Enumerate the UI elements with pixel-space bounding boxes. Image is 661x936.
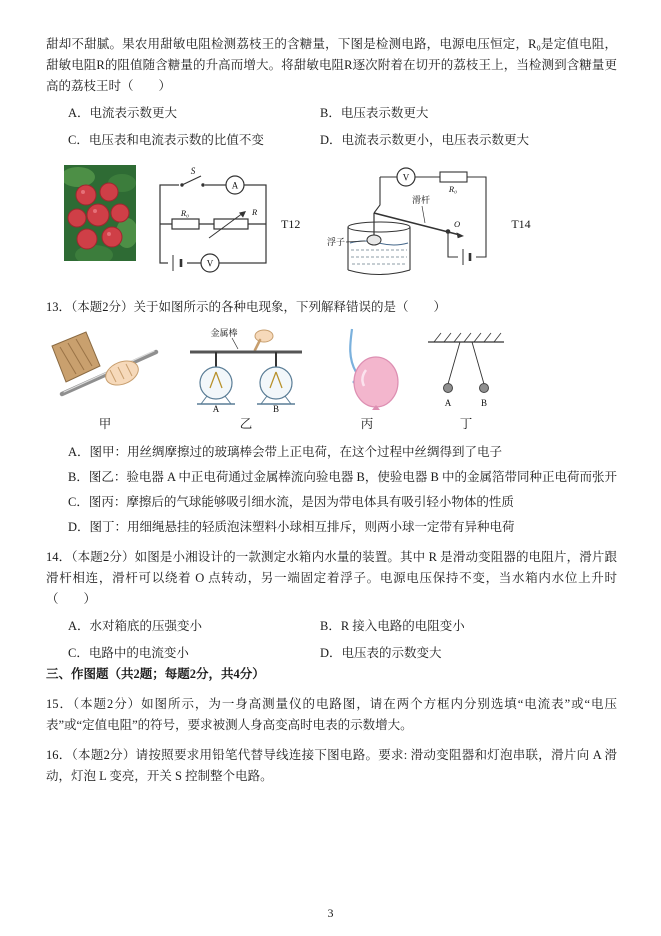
q12-stem: 甜却不甜腻。果农用甜敏电阻检测荔枝王的含糖量，下图是检测电路，电源电压恒定，R₀是定值电阻，甜敏电阻R的阻值随含糖量的升高而增大。将甜敏电阻R逐次附着在切开的荔枝王上，当检测到含糖量更高的荔枝王时（ ）: [46, 37, 617, 93]
svg-text:浮子: 浮子: [327, 237, 346, 247]
string-b: [472, 342, 484, 384]
q14-option-b: B．R 接入电路的电阻变小: [320, 619, 465, 633]
electroscope-b-icon: [257, 352, 295, 412]
fig-yi-caption: 乙: [239, 417, 253, 431]
svg-text:R₀: R₀: [449, 184, 458, 194]
circuit-t14: [326, 165, 508, 283]
svg-text:金属棒: 金属棒: [210, 328, 238, 338]
q13-figure-row: [46, 326, 617, 435]
voltmeter-icon: [397, 168, 415, 186]
ball-b-icon: [480, 384, 489, 393]
q14-stem: 14．（本题2分）如图是小湘设计的一款测定水箱内水量的装置。其中 R 是滑动变阻器的电阻片，滑片跟滑杆相连，滑杆可以绕着 O 点转动，另一端固定着浮子。电源电压保持不变，当水箱内水位上升时（ ）: [46, 550, 617, 606]
q14-option-d: D．电压表的示数变大: [320, 646, 442, 660]
svg-text:A: A: [231, 180, 239, 191]
svg-text:R: R: [252, 207, 258, 217]
fig-yi: [180, 326, 312, 435]
q13-option-b: B．图乙：验电器 A 中正电荷通过金属棒流向验电器 B，使验电器 B 中的金属箔带同种正电荷而张开: [68, 470, 617, 484]
q12-option-a: A．电流表示数更大: [68, 106, 178, 120]
q13-option-d: D．图丁：用细绳悬挂的轻质泡沫塑料小球相互排斥，则两小球一定带有异种电荷: [68, 520, 515, 534]
page-number: 3: [327, 906, 334, 920]
electroscopes-illustration: [180, 326, 312, 412]
q13-option-a: A．图甲：用丝绸摩擦过的玻璃棒会带上正电荷，在这个过程中丝绸得到了电子: [68, 445, 503, 459]
balloon-water-illustration: [328, 326, 406, 412]
fig-ding: [422, 326, 510, 435]
fig-bing: [328, 326, 406, 435]
q13-stem: 13．（本题2分）关于如图所示的各种电现象，下列解释错误的是（ ）: [46, 300, 447, 314]
q15-stem: 15．（本题2分）如图所示，为一身高测量仪的电路图，请在两个方框内分别选填“电流表”或“电压表”或“定值电阻”的符号，要求被测人身高变高时电表的示数增大。: [46, 697, 617, 732]
voltmeter-icon: [201, 254, 219, 272]
svg-text:A: A: [212, 404, 220, 412]
svg-text:R₀: R₀: [180, 208, 190, 218]
svg-text:B: B: [480, 398, 488, 408]
resistor-r0-icon: [172, 208, 199, 229]
svg-text:S: S: [190, 166, 196, 176]
section3-heading: 三、作图题（共2题；每题2分，共4分）: [46, 667, 265, 681]
fig-tag-t12: T12: [281, 216, 301, 231]
q12-options: [46, 103, 617, 151]
string-a: [448, 342, 460, 384]
svg-text:A: A: [444, 398, 452, 408]
fig-bing-caption: 丙: [360, 417, 374, 431]
silk-cloth-icon: [52, 332, 100, 382]
svg-text:滑杆: 滑杆: [412, 195, 431, 205]
hand-icon: [255, 330, 273, 350]
q12-option-b: B．电压表示数更大: [320, 106, 429, 120]
q13-options: [46, 442, 617, 538]
hanging-balls-illustration: [422, 326, 510, 412]
q16-stem: 16．（本题2分）请按照要求用铅笔代替导线连接下图电路。要求: 滑动变阻器和灯泡串联，滑片向 A 滑动，灯泡 L 变亮，开关 S 控制整个电路。: [46, 748, 617, 783]
q13-option-c: C．图丙：摩擦后的气球能够吸引细水流，是因为带电体具有吸引轻小物体的性质: [68, 495, 514, 509]
battery-icon: [168, 255, 187, 271]
q14-options: [46, 616, 617, 664]
svg-text:B: B: [272, 404, 280, 412]
lychee-photo: [64, 165, 136, 261]
switch-icon: [179, 166, 205, 190]
ceiling-icon: [428, 333, 504, 342]
fig-jia: [46, 326, 164, 435]
resistor-r0-icon: [440, 172, 467, 194]
electroscope-a-icon: [197, 352, 235, 412]
svg-text:O: O: [454, 219, 461, 229]
fig-jia-caption: 甲: [98, 417, 112, 431]
q12-figure-row: [64, 165, 617, 283]
rheostat-icon: [209, 207, 258, 238]
battery-icon: [458, 249, 476, 265]
svg-text:V: V: [403, 172, 410, 183]
ammeter-icon: [226, 176, 244, 194]
q14-option-c: C．电路中的电流变小: [68, 646, 189, 660]
q14-option-a: A．水对箱底的压强变小: [68, 619, 203, 633]
fig-ding-caption: 丁: [459, 417, 473, 431]
circuit-t12: [146, 165, 278, 277]
silk-rod-illustration: [46, 326, 164, 412]
q12-option-c: C．电压表和电流表示数的比值不变: [68, 133, 264, 147]
balloon-icon: [354, 357, 398, 410]
water-tank-icon: [348, 222, 410, 275]
ball-a-icon: [444, 384, 453, 393]
q12-option-d: D．电流表示数更小，电压表示数更大: [320, 133, 530, 147]
svg-text:V: V: [206, 258, 214, 269]
fig-tag-t14: T14: [511, 216, 531, 231]
